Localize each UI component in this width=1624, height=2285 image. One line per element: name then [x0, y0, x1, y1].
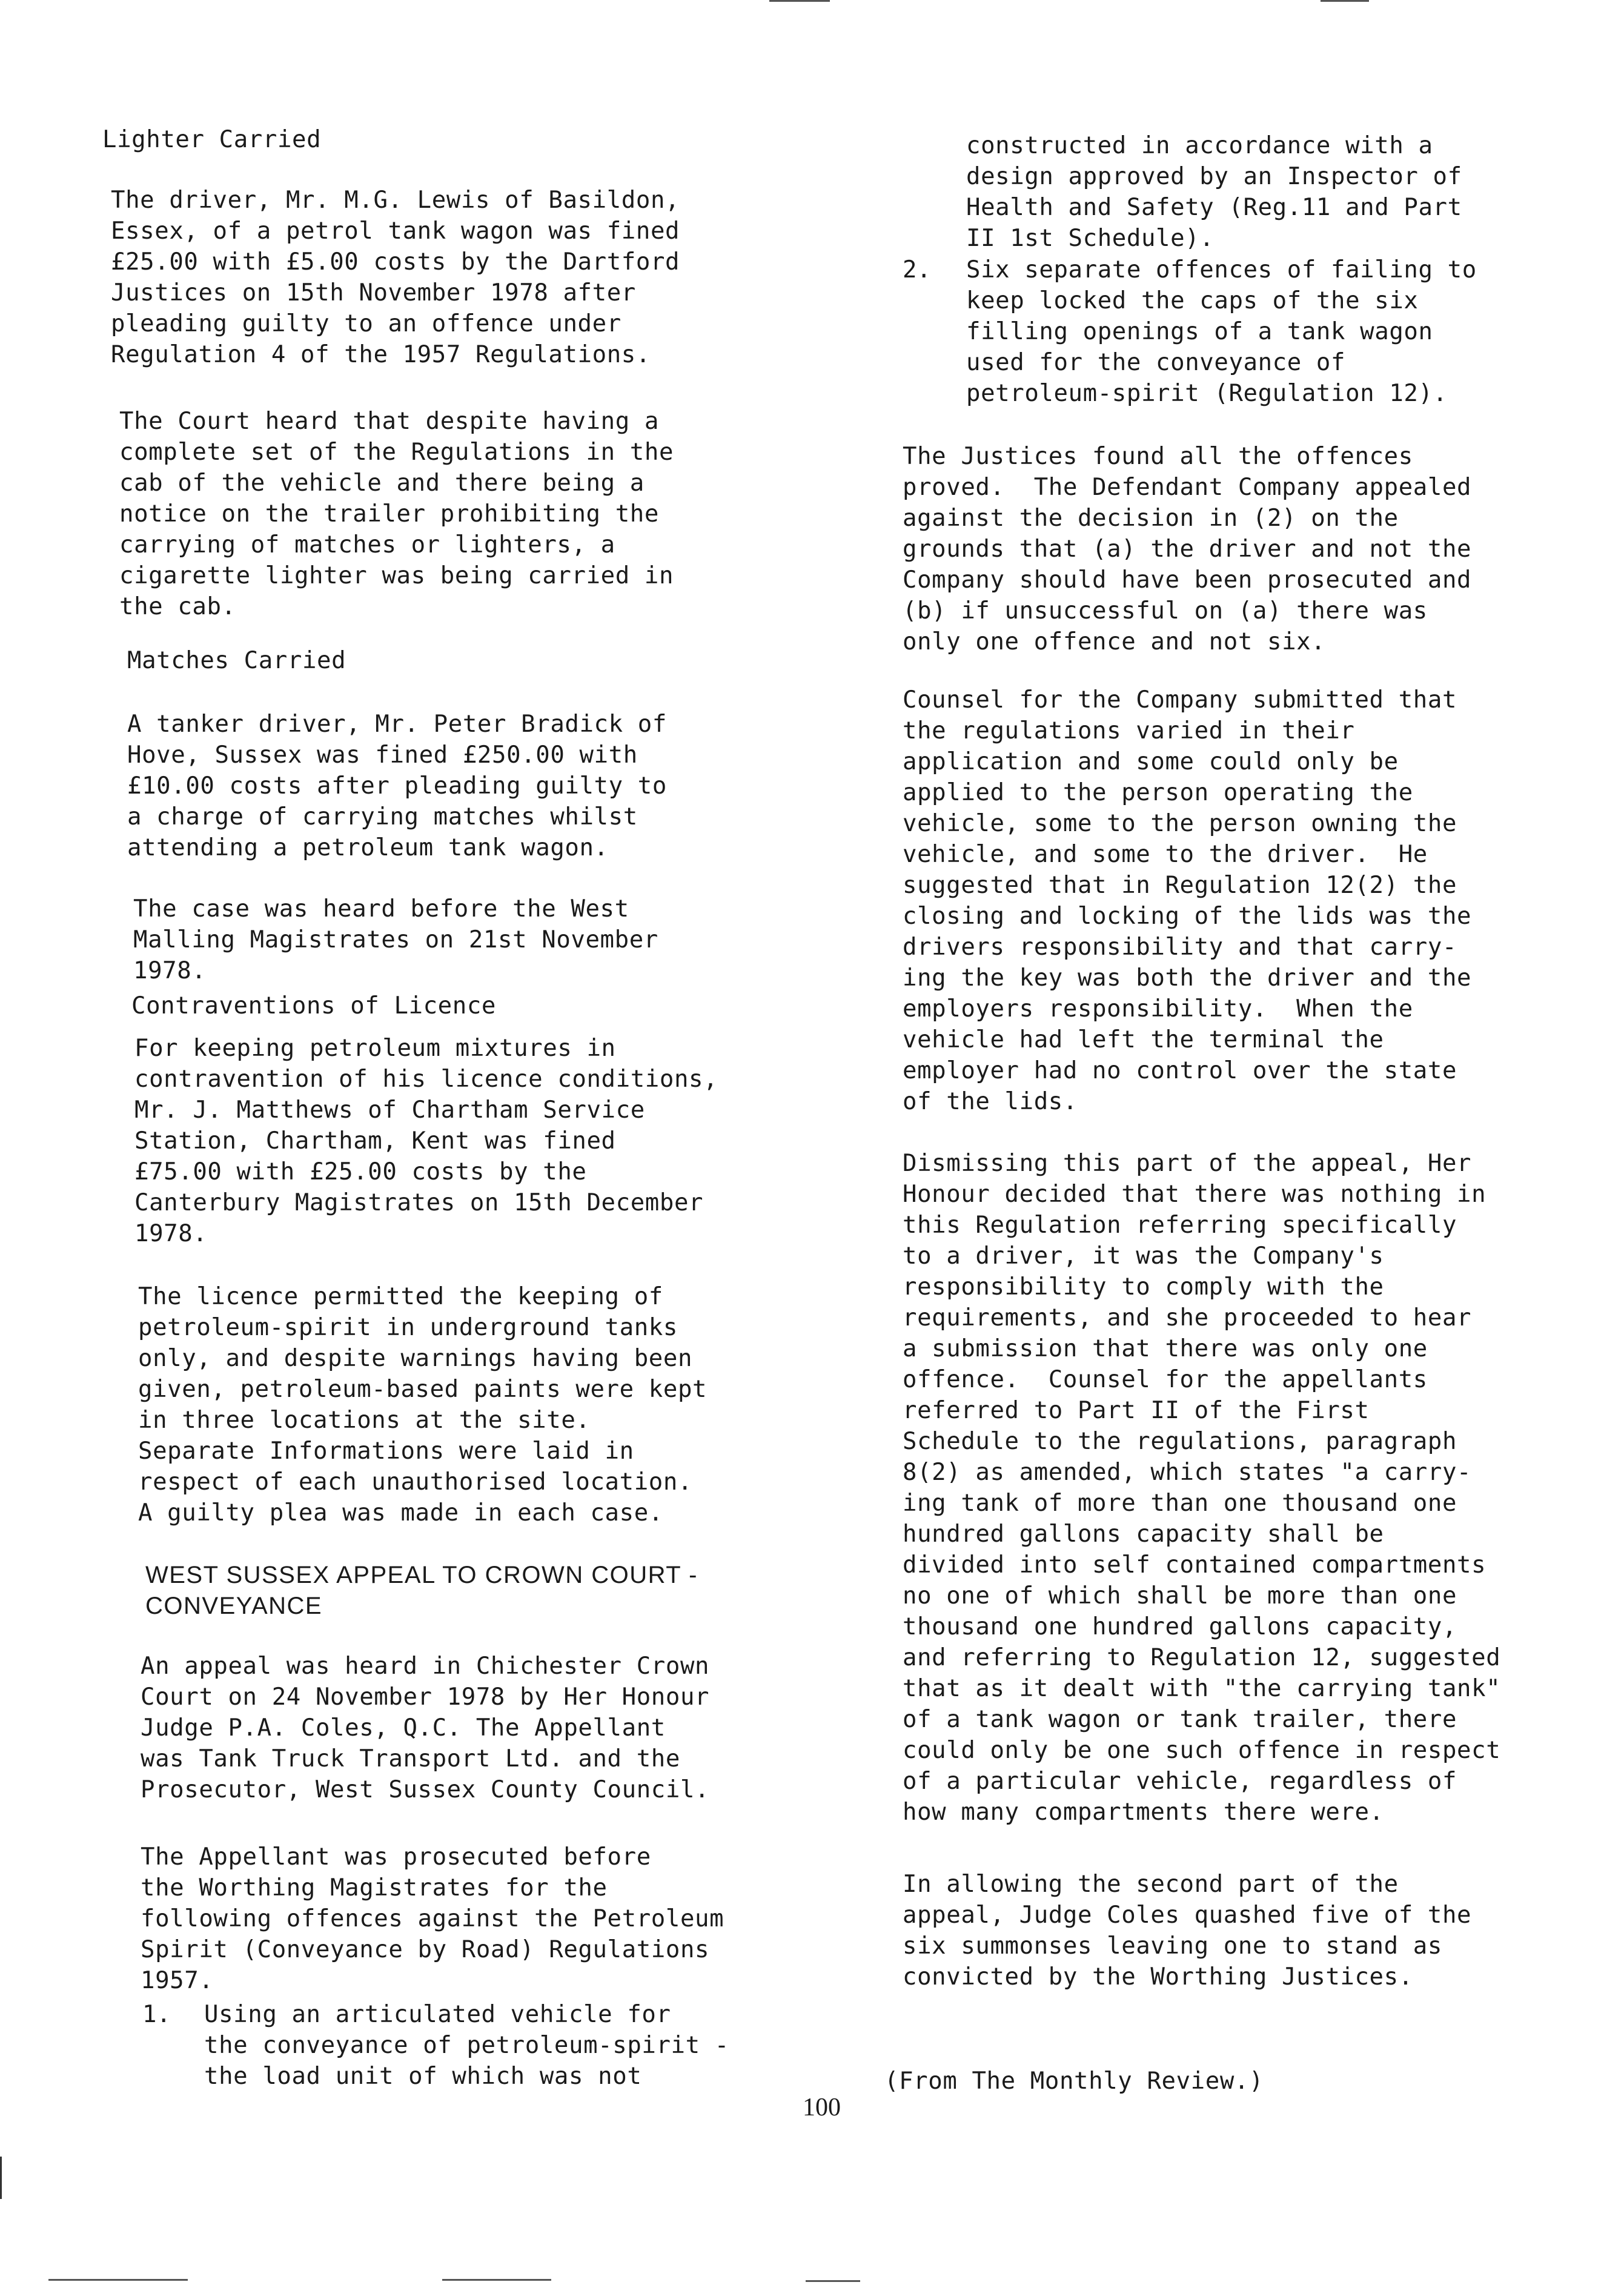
- list-item-1-continued: constructed in accordance with a design approved by an Inspector of Health and Safety (Reg.11 and Part II 1st Schedule).: [966, 132, 1462, 252]
- scan-edge-line: [769, 0, 830, 2]
- paragraph-licence-permitted: The licence permitted the keeping of petroleum-spirit in underground tanks only, and despite warnings having been given, petroleum-based paints were kept in three locations at the site. Separate Informations were laid in respect of each unauthorised location. A guilty plea was made in each case.: [138, 1283, 708, 1527]
- page-number: 100: [803, 2094, 841, 2121]
- paragraph-case-heard: The case was heard before the West Malling Magistrates on 21st November 1978.: [133, 895, 658, 984]
- list-number-2: 2.: [903, 256, 931, 284]
- scan-edge-mark: [0, 2157, 2, 2199]
- paragraph-allowing-appeal: In allowing the second part of the appeal, Judge Coles quashed five of the six summonses leaving one to stand as convicted by the Worthing Justices.: [903, 1871, 1472, 1991]
- paragraph-licence-fine: For keeping petroleum mixtures in contravention of his licence conditions, Mr. J. Matthews of Chartham Service Station, Chartham, Kent was fined £75.00 with £25.00 costs by the Canterbury Magistrates on 15th December 1978.: [134, 1035, 718, 1247]
- list-number-1: 1.: [142, 2001, 171, 2028]
- paragraph-justices-found: The Justices found all the offences proved. The Defendant Company appealed against the decision in (2) on the grounds that (a) the driver and not the Company should have been prosecuted and (b) if unsuccessful on (a) there was only one offence and not six.: [903, 443, 1472, 655]
- paragraph-court-heard: The Court heard that despite having a complete set of the Regulations in the cab of the vehicle and there being a notice on the trailer prohibiting the carrying of matches or lighters, a cigarette lighter was being carried in the cab.: [119, 408, 674, 620]
- heading-matches-carried: Matches Carried: [127, 647, 346, 674]
- paragraph-appeal-heard: An appeal was heard in Chichester Crown Court on 24 November 1978 by Her Honour Judge P.A. Coles, Q.C. The Appellant was Tank Truck Transport Ltd. and the Prosecutor, West Sussex County Council.: [141, 1653, 710, 1803]
- paragraph-lighter-fine: The driver, Mr. M.G. Lewis of Basildon, Essex, of a petrol tank wagon was fined £25.00 with £5.00 costs by the Dartford Justices on 15th November 1978 after pleading guilty to an offence under Regulation 4 of the 1957 Regulations.: [111, 187, 680, 368]
- list-item-2: Six separate offences of failing to keep locked the caps of the six filling openings of a tank wagon used for the conveyance of petroleum-spirit (Regulation 12).: [966, 256, 1477, 407]
- heading-contraventions-of-licence: Contraventions of Licence: [131, 992, 496, 1020]
- scan-edge-line: [48, 2279, 188, 2281]
- paragraph-dismissing-appeal: Dismissing this part of the appeal, Her Honour decided that there was nothing in this Regulation referring specifically to a driver, it was the Company's responsibility to comply with the requirements, and she proceeded to hear a submission that there was only one offence. Counsel for the appellants referred to Part II of the First Schedule to the regulations, paragraph 8(2) as amended, which states "a carry- ing tank of more than one thousand one hundred gallons capacity shall be divided into self contained compartments no one of which shall be more than one thousand one hundred gallons capacity, and referring to Regulation 12, suggested that as it dealt with "the carrying tank" of a tank wagon or tank trailer, there could only be one such offence in respect of a particular vehicle, regardless of how many compartments there were.: [903, 1150, 1501, 1826]
- scan-edge-line: [442, 2279, 551, 2281]
- heading-lighter-carried: Lighter Carried: [102, 126, 322, 153]
- scan-edge-line: [1321, 0, 1369, 2]
- paragraph-appellant-prosecuted: The Appellant was prosecuted before the Worthing Magistrates for the following offences against the Petroleum Spirit (Conveyance by Road) Regulations 1957.: [141, 1843, 724, 1994]
- paragraph-counsel-submitted: Counsel for the Company submitted that the regulations varied in their application and some could only be applied to the person operating the vehicle, some to the person owning the vehicle, and some to the driver. He suggested that in Regulation 12(2) the closing and locking of the lids was the drivers responsibility and that carry- ing the key was both the driver and the employers responsibility. When the vehicle had left the terminal the employer had no control over the state of the lids.: [903, 686, 1472, 1115]
- scan-edge-line: [806, 2280, 860, 2282]
- source-credit: (From The Monthly Review.): [884, 2068, 1264, 2095]
- heading-west-sussex-appeal: WEST SUSSEX APPEAL TO CROWN COURT - CONVEYANCE: [145, 1562, 698, 1619]
- paragraph-matches-fine: A tanker driver, Mr. Peter Bradick of Hove, Sussex was fined £250.00 with £10.00 costs after pleading guilty to a charge of carrying matches whilst attending a petroleum tank wagon.: [127, 711, 667, 861]
- list-item-1: Using an articulated vehicle for the conveyance of petroleum-spirit - the load unit of which was not: [204, 2001, 729, 2090]
